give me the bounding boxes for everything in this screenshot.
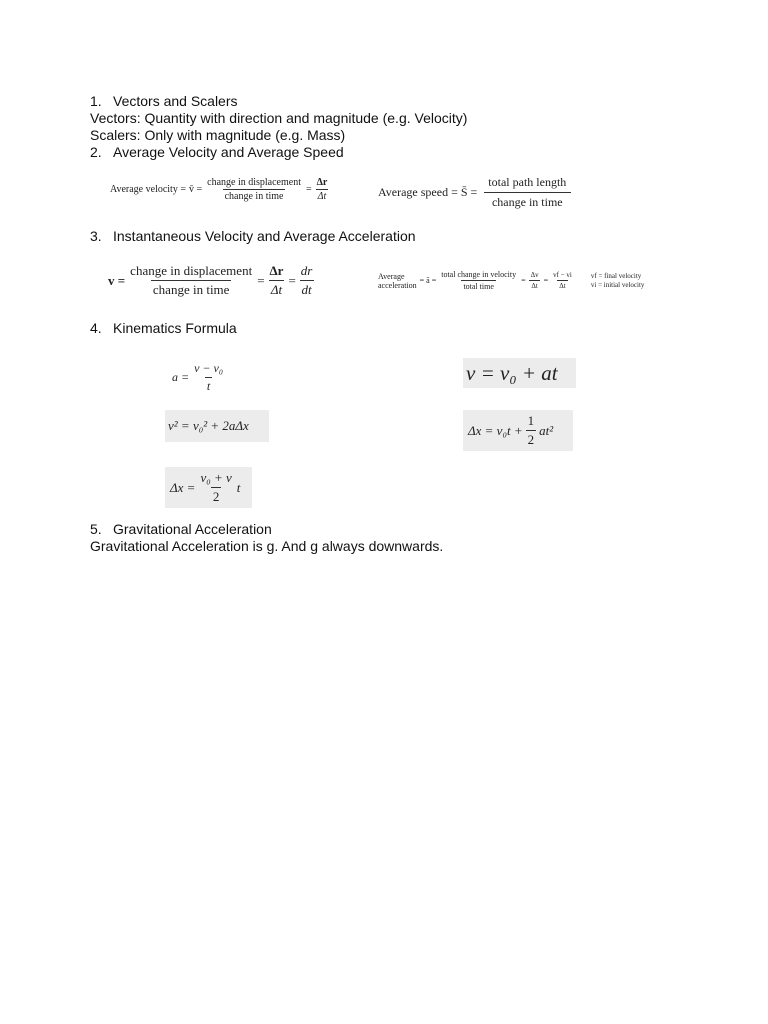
section-number: 5. (90, 521, 102, 537)
fraction (198, 470, 233, 505)
numerator: 1 (527, 413, 535, 428)
kinematics-formula-displacement (463, 410, 573, 451)
section-title: Vectors and Scalers (113, 93, 238, 109)
denominator: 2 (527, 432, 535, 447)
section-title: Instantaneous Velocity and Average Acceleration (113, 228, 416, 244)
denominator: change in time (152, 282, 230, 297)
note-line: vf = final velocity (590, 271, 642, 280)
section-4-heading (90, 320, 237, 337)
formula-label (378, 272, 417, 290)
numerator: v − v₀ (194, 361, 224, 375)
formula-label: Average speed = (378, 185, 458, 199)
variable-notes (591, 272, 645, 290)
numerator: total change in velocity (441, 270, 517, 279)
numerator: dr (300, 263, 313, 278)
gravity-definition: Gravitational Acceleration is g. And g always downwards. (90, 538, 444, 554)
formula-rhs: at² (539, 422, 554, 438)
section-title: Kinematics Formula (113, 320, 237, 336)
numerator: total path length (488, 175, 567, 189)
denominator: 2 (212, 489, 220, 504)
formula-symbol: v̄ = (188, 184, 203, 195)
denominator: Δt (270, 282, 283, 297)
fraction (529, 271, 541, 290)
section-3-heading (90, 228, 416, 245)
formula-rhs: t (236, 479, 241, 495)
section-title: Average Velocity and Average Speed (113, 144, 344, 160)
label-line: Average (378, 271, 405, 281)
fraction (439, 270, 518, 291)
denominator: change in time (484, 192, 571, 210)
numerator: Δr (269, 263, 284, 278)
denominator: t (206, 379, 211, 393)
equals: = (257, 272, 265, 288)
formula-lhs: Δx = (170, 479, 196, 495)
numerator: Δv (530, 271, 539, 279)
denominator: total time (463, 282, 494, 291)
denominator: Δt (317, 191, 327, 202)
numerator: change in displacement (207, 177, 301, 188)
fraction (315, 177, 330, 202)
kinematics-formula-velocity: v = v₀ + at (463, 358, 576, 388)
formula-lhs: a = (172, 370, 190, 384)
fraction (299, 263, 315, 298)
section-number: 2. (90, 144, 102, 160)
kinematics-formula-average-displacement (165, 467, 252, 508)
fraction (128, 263, 254, 298)
numerator: vf − vi (553, 271, 572, 279)
fraction (551, 271, 574, 290)
section-1-heading (90, 93, 238, 110)
numerator: v₀ + v (200, 470, 232, 485)
note-line: vi = initial velocity (590, 280, 645, 289)
average-speed-formula (378, 175, 574, 210)
section-number: 3. (90, 228, 102, 244)
equals: = (305, 184, 312, 195)
scalers-definition: Scalers: Only with magnitude (e.g. Mass) (90, 127, 346, 143)
vectors-definition: Vectors: Quantity with direction and magnitude (e.g. Velocity) (90, 110, 468, 126)
denominator: Δt (531, 282, 538, 290)
equals: = (543, 276, 549, 285)
fraction (526, 413, 537, 448)
section-number: 4. (90, 320, 102, 336)
section-title: Gravitational Acceleration (113, 521, 272, 537)
section-2-heading (90, 144, 344, 161)
formula-symbol: v = (108, 272, 126, 288)
denominator: dt (301, 282, 312, 297)
equals: = (288, 272, 296, 288)
instantaneous-velocity-formula (108, 263, 314, 298)
section-number: 1. (90, 93, 102, 109)
fraction (480, 175, 574, 210)
section-5-heading (90, 521, 272, 538)
formula-label: Average velocity = (110, 184, 186, 195)
fraction (205, 177, 303, 202)
fraction (268, 263, 286, 298)
formula-symbol: = ā = (419, 276, 437, 285)
fraction (192, 361, 225, 394)
formula-lhs: Δx = v₀t + (468, 422, 523, 438)
numerator: change in displacement (130, 263, 253, 278)
average-acceleration-formula (378, 270, 644, 291)
label-line: acceleration (378, 280, 417, 290)
kinematics-formula-acceleration (172, 361, 225, 394)
kinematics-formula-velocity-squared: v² = v₀² + 2aΔx (165, 410, 269, 442)
average-velocity-formula (110, 177, 329, 202)
numerator: Δr (316, 177, 328, 188)
equals: = (521, 276, 526, 285)
denominator: Δt (559, 282, 566, 290)
formula-symbol: S̄ = (460, 185, 478, 199)
denominator: change in time (224, 191, 284, 202)
